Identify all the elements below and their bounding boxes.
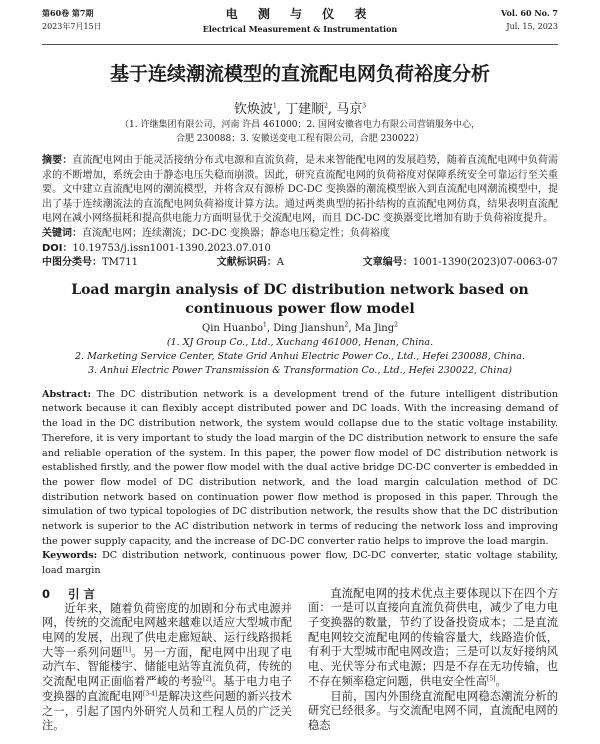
header-rule xyxy=(42,44,558,45)
abstract-cn xyxy=(42,154,558,227)
article-no-label: 文章编号： xyxy=(362,257,413,269)
doc-code-label: 文献标识码： xyxy=(216,257,277,269)
section-title: 引 言 xyxy=(68,586,96,601)
classification-row xyxy=(42,256,558,271)
clc-label: 中图分类号： xyxy=(42,257,102,269)
author-name: Ding Jianshun xyxy=(273,322,345,334)
keywords-text-cn: 直流配电网；连续潮流；DC-DC 变换器；静态电压稳定性；负荷裕度 xyxy=(82,227,390,239)
keywords-label-cn: 关键词： xyxy=(42,227,82,239)
authors-en: Qin Huanbo$^1$, Ding Jianshun$^2$, Ma Jing$^2$ xyxy=(202,321,398,334)
clc-value: TM711 xyxy=(102,257,138,269)
left-column xyxy=(42,587,292,734)
citation-link[interactable]: [5] xyxy=(487,675,496,683)
author-name: Ma Jing xyxy=(354,322,395,334)
affiliation-line: （1. 许继集团有限公司，河南 许昌 461000；2. 国网安徽省电力有限公司营销服务中心， xyxy=(120,120,480,130)
citation-link[interactable]: [1] xyxy=(122,646,131,654)
author-affil-mark: 1 xyxy=(272,102,277,110)
abstract-text-cn: 直流配电网由于能灵活接纳分布式电源和直流负荷，是未来智能配电网的发展趋势，随着直流配电网中负荷需求的不断增加，系统会由于静态电压失稳而崩溃。因此，研究直流配电网的负荷裕度对保障系统安全可靠运行至关重要。文中建立直流配电网的潮流模型，并将含双有源桥 DC-DC 变换器的潮流模型嵌入到直流配电网潮流模型中，提出了基于连续潮流法的直流配电网负荷裕度计算方法。通过两类典型的拓扑结构的直流配电网仿真，结果表明直流配电网在减小网络损耗和提高供电能力方面明显优于交流配电网，而且 DC-DC 变换器变比增加有助于负荷裕度提升。 xyxy=(42,155,559,225)
volume-issue-en: Vol. 60 No. 7 xyxy=(501,8,558,18)
keywords-cn xyxy=(42,227,558,242)
keywords-text-en: DC distribution network, continuous power flow, DC-DC converter, static voltage stability, load margin xyxy=(42,550,558,577)
document-code xyxy=(217,256,284,271)
author-name: 丁建顺 xyxy=(285,102,325,117)
author-affil-mark: 1 xyxy=(263,321,267,329)
paragraph-text: 。另一方面，配电网中出现了电动汽车、智能楼宇、储能电站等直流负荷，传统的交流配电网正面临着严峻的考验 xyxy=(42,645,292,689)
journal-name-cn: 电 测 与 仪 表 xyxy=(225,7,375,21)
abstract-text-en: The DC distribution network is a development trend of the future intelligent distribution network because it can flexibly accept distributed power and DC loads. With the increasing demand of the load in the DC distribution network, the system would collapse due to the static voltage instability. Therefore, it is very important to study the load margin of the DC distribution network to ensure the safe and reliable operation of the system. In this paper, the power flow model of DC distribution network is established firstly, and the power flow model with the dual active bridge DC-DC converter is embedded in the power flow model of DC distribution network, and the load margin calculation method of DC distribution network based on continuation power flow method is proposed in this paper. Through the simulation of two typical topologies of DC distribution network, the results show that the DC distribution network is superior to the AC distribution network in terms of reducing the network loss and improving the power supply capacity, and the increase of DC-DC converter ratio helps to improve the load margin. xyxy=(42,388,558,547)
affiliation-line: 3. Anhui Electric Power Transmission & Transformation Co., Ltd., Hefei 230022, China) xyxy=(88,364,512,376)
section-heading xyxy=(42,587,292,602)
date-cn: 2023年7月15日 xyxy=(42,22,102,31)
keywords-label-en: Keywords: xyxy=(42,550,98,562)
title-line: continuous power flow model xyxy=(185,300,415,317)
intro-right-paragraph-2 xyxy=(308,690,558,734)
citation-link[interactable]: [2] xyxy=(202,675,212,683)
intro-left-paragraph xyxy=(42,602,292,734)
journal-name-en: Electrical Measurement & Instrumentation xyxy=(202,24,398,34)
affiliations-cn xyxy=(42,118,558,146)
affiliation-line: 合肥 230088；3. 安徽送变电工程有限公司，合肥 230022） xyxy=(176,134,424,144)
abstract-label-en: Abstract: xyxy=(42,388,92,400)
paragraph-text: 近年来，随着负荷密度的加剧和分布式电源并网，传统的交流配电网越来越难以适应大型城市配电网的发展，出现了供电走廊短缺、运行线路损耗大等一系列问题 xyxy=(42,601,292,659)
doc-code-value: A xyxy=(276,257,285,269)
citation-link[interactable]: [3-4] xyxy=(142,690,158,698)
doi-label: DOI： xyxy=(42,242,73,254)
running-header xyxy=(42,6,558,36)
clc-number xyxy=(42,256,138,271)
doi xyxy=(42,242,558,257)
paper-title-cn: 基于连续潮流模型的直流配电网负荷裕度分析 xyxy=(109,63,490,85)
title-line: Load margin analysis of DC distribution network based on xyxy=(71,281,529,298)
paragraph-text: 直流配电网的技术优点主要体现以下在四个方面：一是可以直接向直流负荷供电，减少了电力电子变换器的数量，节约了设备投资成本；二是直流配电网较交流配电网的传输容量大，线路造价低，有利于大型城市配电网改造；三是可以友好接纳风电、光伏等分布式电源；四是不存在无功传输，也不存在频率稳定问题，供电安全性高 xyxy=(308,586,558,688)
volume-issue-cn: 第60卷 第7期 xyxy=(42,8,94,18)
author-affil-mark: 2 xyxy=(324,102,328,110)
body-columns xyxy=(42,587,558,734)
right-column xyxy=(308,587,558,734)
author-name: Qin Huanbo xyxy=(202,322,264,334)
paragraph-text: 是解决这些问题的新兴技术之一，引起了国内外研究人员和工程人员的广泛关注。 xyxy=(42,689,292,733)
paper-title-en xyxy=(42,281,558,319)
paragraph-text: 。基于电力电子变换器的直流配电网 xyxy=(42,675,292,703)
affiliations-en xyxy=(42,336,558,378)
abstract-label-cn: 摘要： xyxy=(42,155,73,166)
date-en: Jul. 15, 2023 xyxy=(506,22,558,31)
keywords-en xyxy=(42,549,558,578)
author-name: 钦焕波 xyxy=(233,102,273,117)
author-name: 马京 xyxy=(336,102,363,117)
article-no-value: 1001-1390(2023)07-0063-07 xyxy=(412,257,558,269)
intro-right-paragraph xyxy=(308,587,558,690)
paragraph-text: 目前，国内外围绕直流配电网稳态潮流分析的研究已经很多。与交流配电网不同，直流配电网的稳态 xyxy=(308,689,558,732)
authors-cn: 钦焕波$^1$, 丁建顺$^2$, 马京$^3$ xyxy=(233,102,367,117)
author-affil-mark: 3 xyxy=(362,102,367,110)
author-affil-mark: 2 xyxy=(344,321,349,329)
section-number: 0 xyxy=(42,586,51,601)
author-affil-mark: 2 xyxy=(394,321,398,329)
affiliation-line: (1. XJ Group Co., Ltd., Xuchang 461000, Henan, China. xyxy=(166,336,434,348)
affiliation-line: 2. Marketing Service Center, State Grid Anhui Electric Power Co., Ltd., Hefei 230088, China. xyxy=(75,350,525,362)
article-number xyxy=(363,256,558,271)
abstract-en xyxy=(42,388,558,550)
paragraph-text: 。 xyxy=(495,674,507,688)
doi-value[interactable]: 10.19753/j.issn1001-1390.2023.07.010 xyxy=(72,242,271,254)
